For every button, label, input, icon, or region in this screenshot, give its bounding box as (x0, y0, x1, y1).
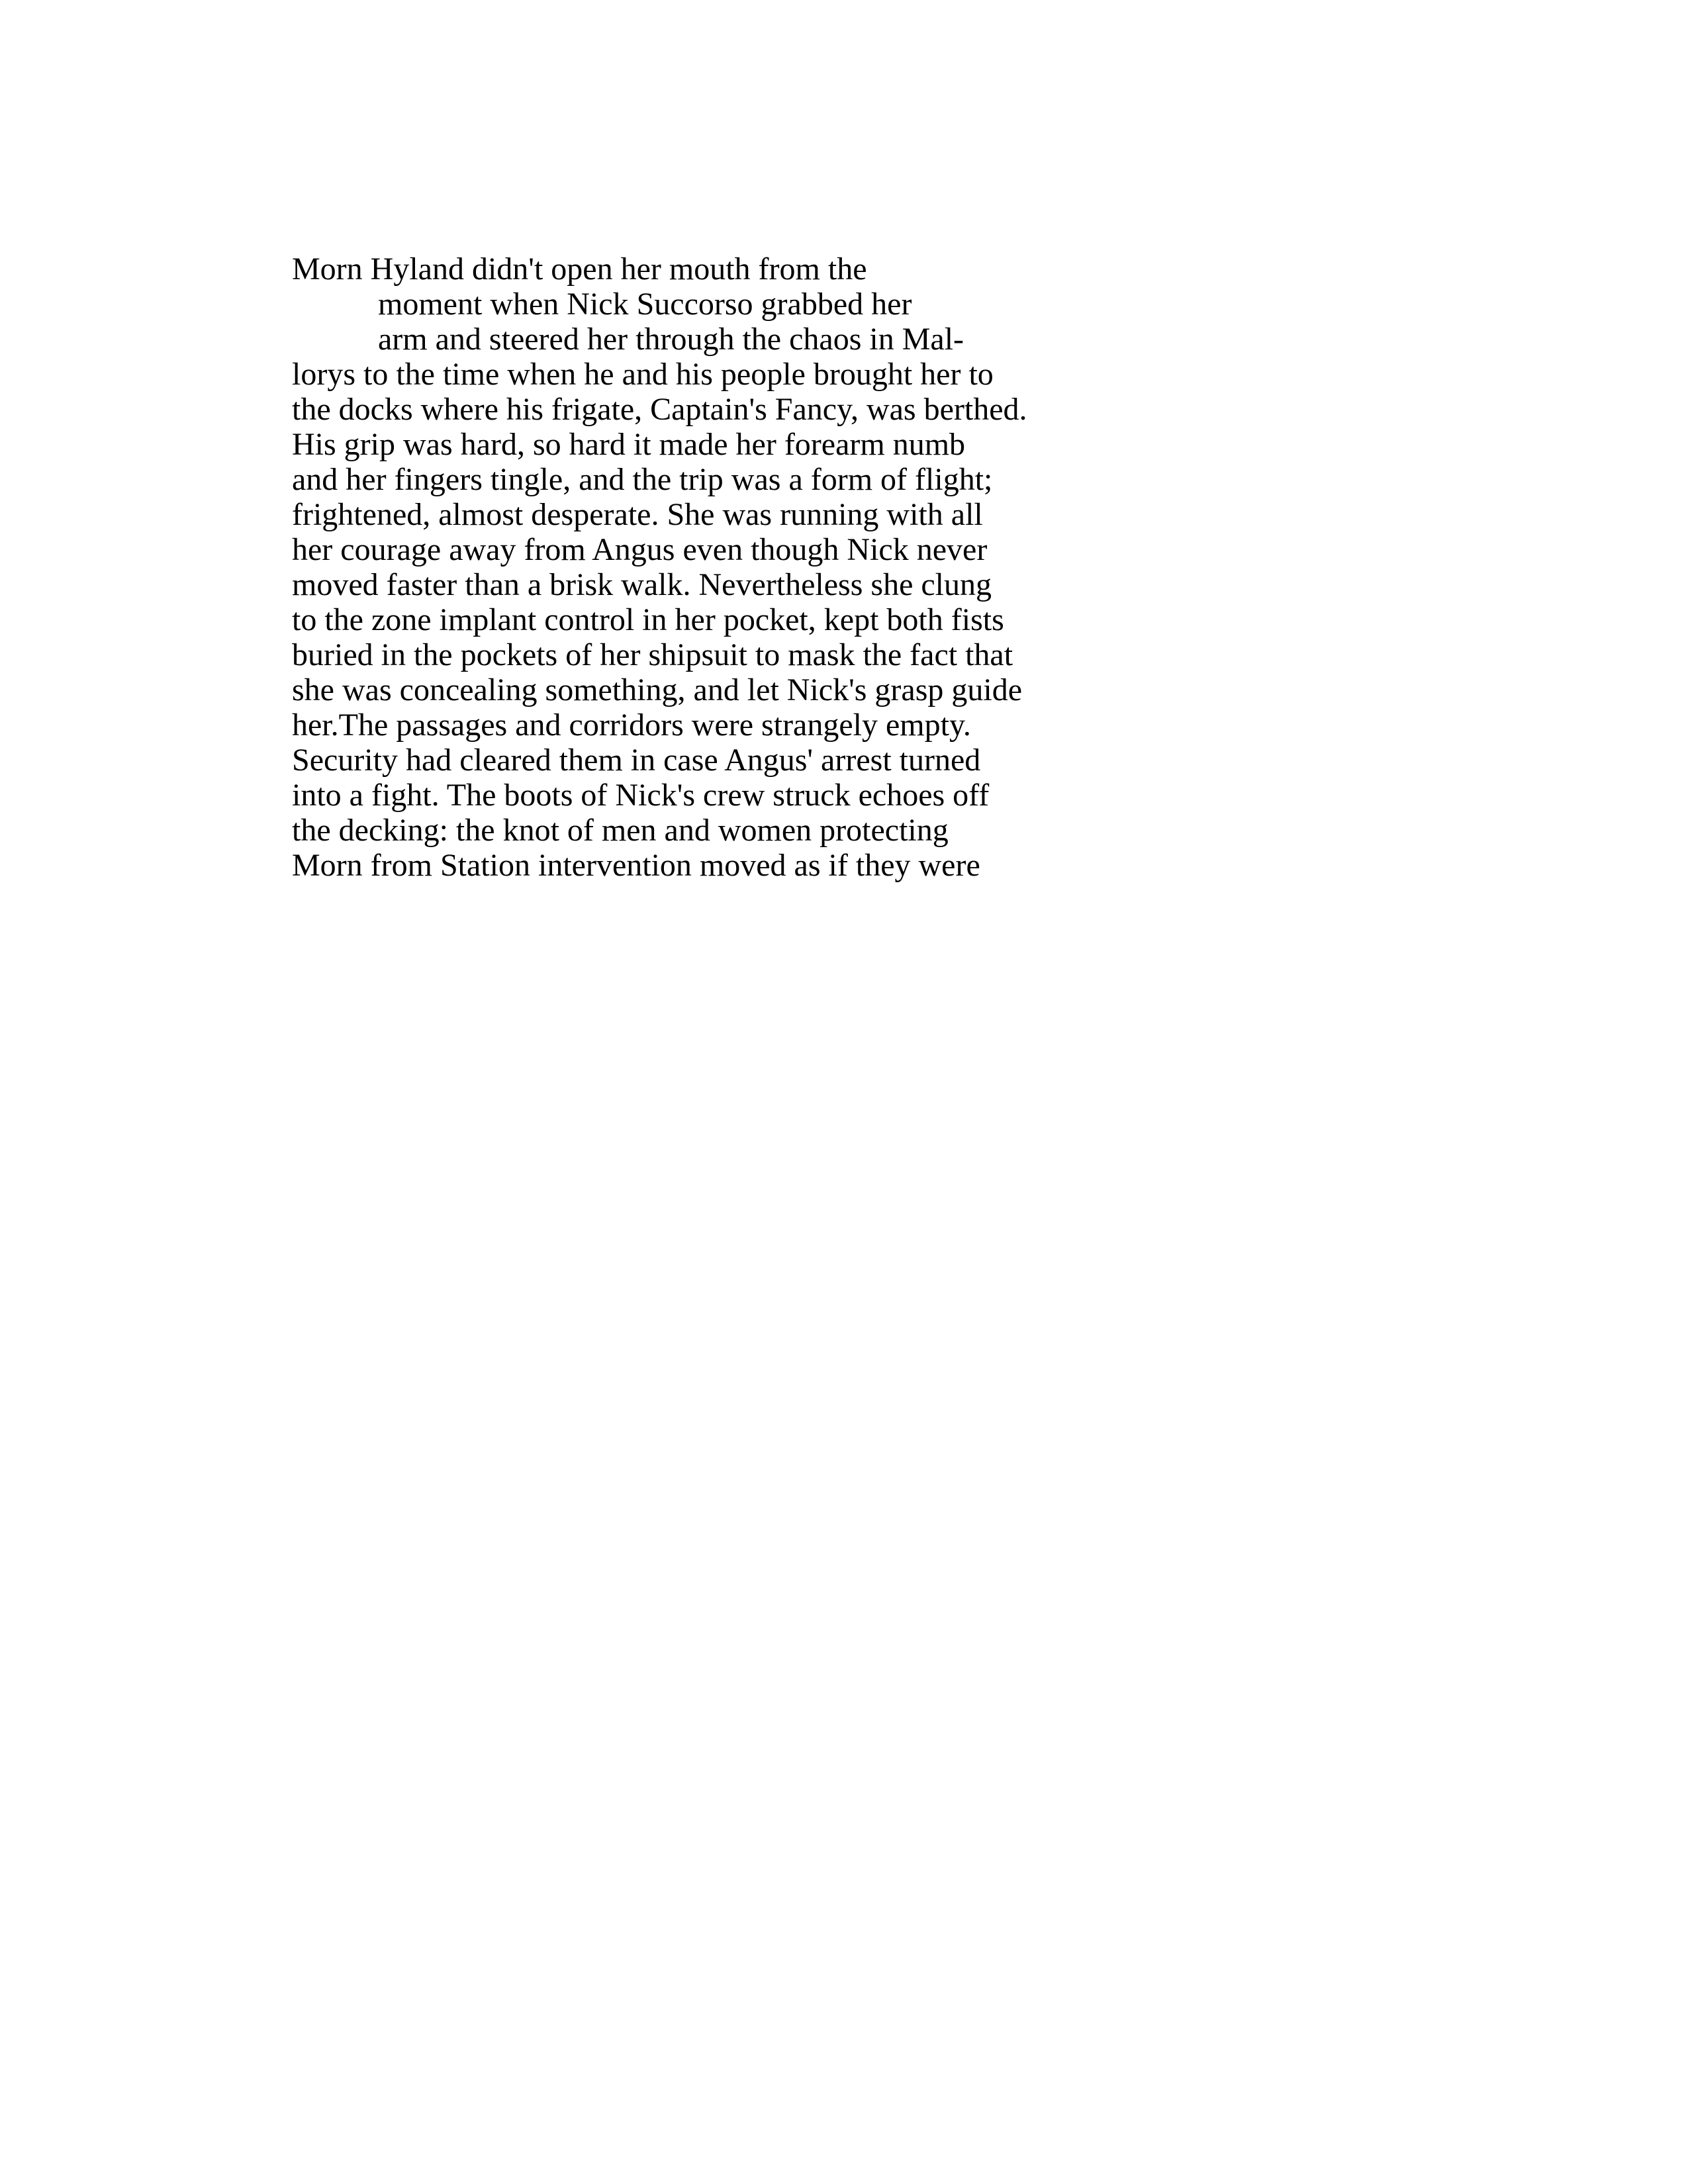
text-line: Morn from Station intervention moved as if they were (292, 848, 980, 883)
text-line: the docks where his frigate, Captain's Fancy, was berthed. (292, 392, 1027, 427)
text-line: her.The passages and corridors were strangely empty. (292, 707, 971, 743)
text-line: Morn Hyland didn't open her mouth from the (292, 251, 867, 287)
text-line: her courage away from Angus even though Nick never (292, 532, 988, 567)
text-line: lorys to the time when he and his people brought her to (292, 357, 994, 392)
text-line: into a fight. The boots of Nick's crew struck echoes off (292, 778, 990, 813)
text-line: arm and steered her through the chaos in Mal- (378, 322, 964, 357)
text-line: she was concealing something, and let Nick's grasp guide (292, 672, 1023, 707)
text-line: buried in the pockets of her shipsuit to mask the fact that (292, 637, 1013, 672)
text-line: His grip was hard, so hard it made her forearm numb (292, 427, 966, 462)
text-line: frightened, almost desperate. She was running with all (292, 497, 983, 532)
text-line: moment when Nick Succorso grabbed her (378, 287, 912, 322)
text-line: and her fingers tingle, and the trip was a form of flight; (292, 462, 993, 497)
text-line: the decking: the knot of men and women protecting (292, 813, 949, 848)
body-text (292, 251, 1086, 883)
text-line: to the zone implant control in her pocket, kept both fists (292, 602, 1004, 637)
text-line: moved faster than a brisk walk. Nevertheless she clung (292, 567, 992, 602)
text-line: Security had cleared them in case Angus' arrest turned (292, 743, 981, 778)
